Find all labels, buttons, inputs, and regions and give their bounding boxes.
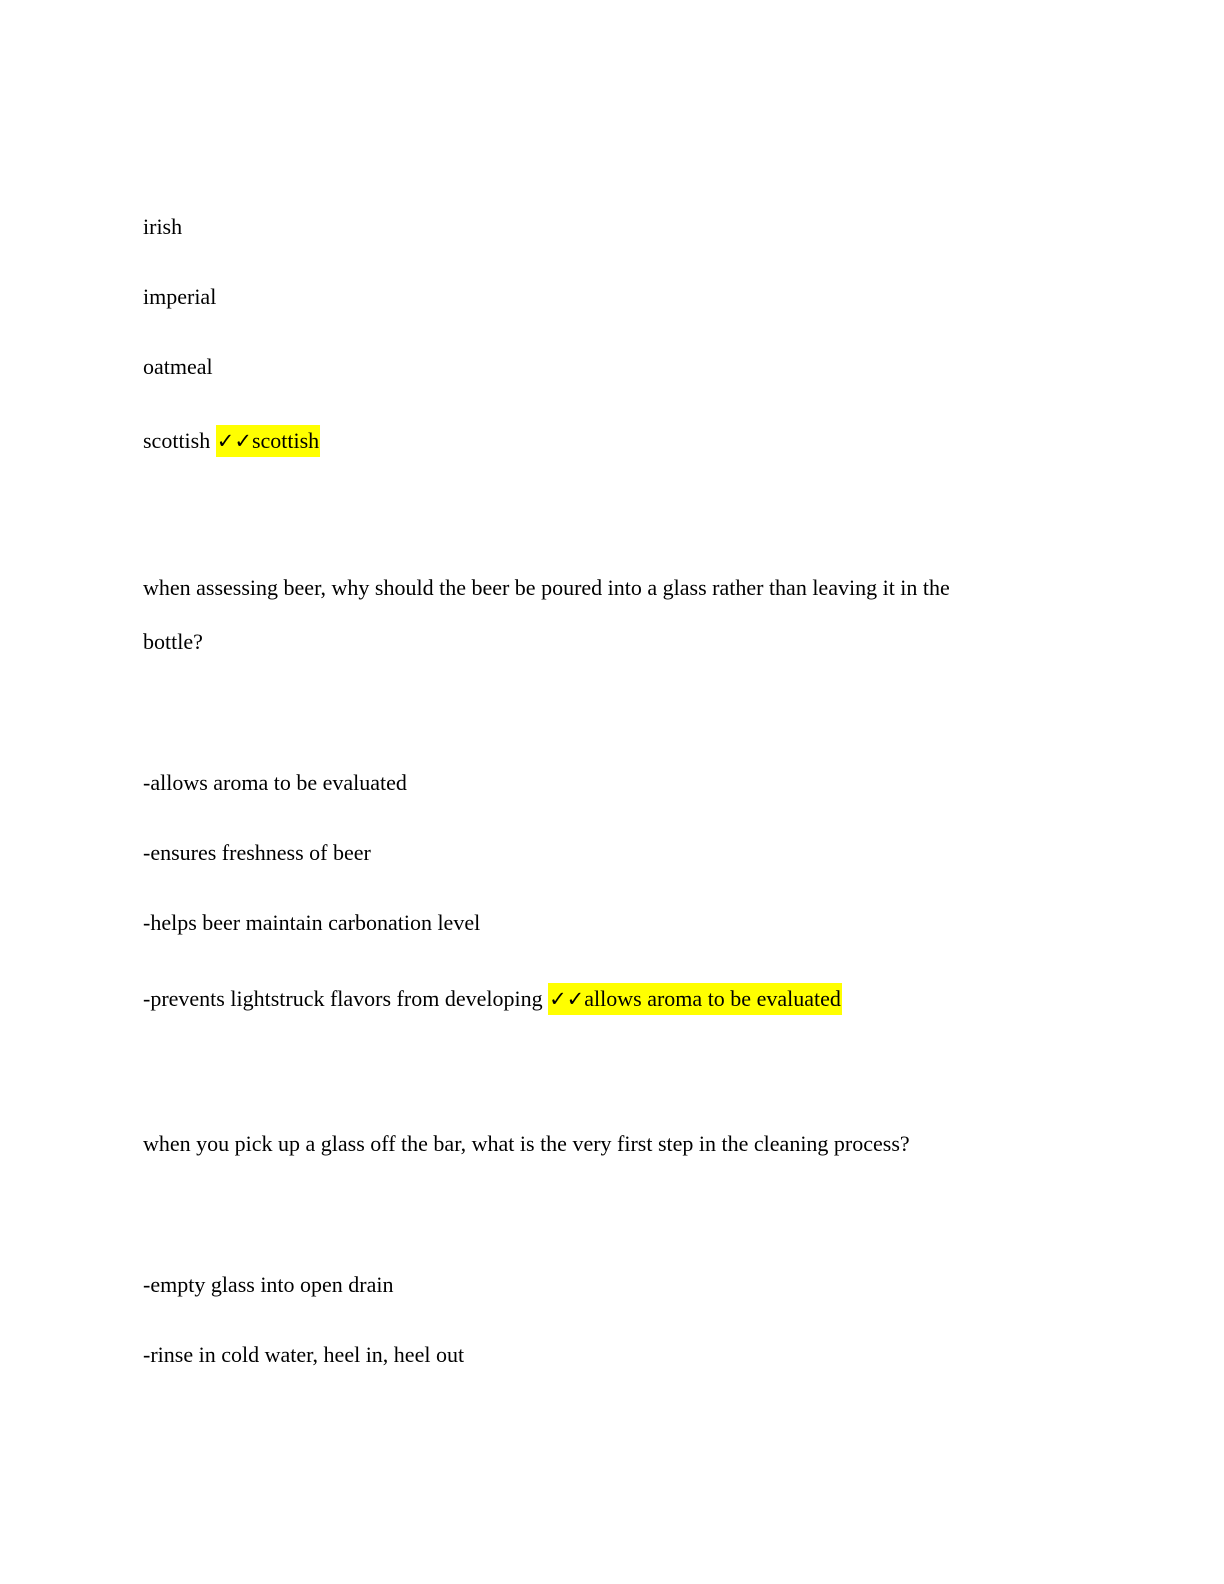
- q1-option-oatmeal: oatmeal: [143, 354, 213, 379]
- q2-question-line1: when assessing beer, why should the beer be poured into a glass rather than leaving it in the: [143, 575, 950, 600]
- double-check-icon: ✓✓: [549, 987, 585, 1011]
- q2-question-line2: bottle?: [143, 629, 203, 654]
- q1-option-scottish-line: [143, 428, 320, 454]
- q1-option-imperial: imperial: [143, 284, 217, 309]
- q2-answer-highlight: [548, 983, 842, 1015]
- q2-answer: allows aroma to be evaluated: [584, 986, 841, 1011]
- q2-option-aroma: -allows aroma to be evaluated: [143, 770, 407, 795]
- q2-option-lightstruck: -prevents lightstruck flavors from developing: [143, 986, 543, 1011]
- q3-option-rinse: -rinse in cold water, heel in, heel out: [143, 1342, 465, 1367]
- q1-option-scottish: scottish: [143, 428, 211, 453]
- double-check-icon: ✓✓: [216, 429, 252, 453]
- q1-answer: scottish: [251, 428, 320, 453]
- q3-question: when you pick up a glass off the bar, what is the very first step in the cleaning process?: [143, 1131, 910, 1156]
- q2-option-lightstruck-line: [143, 986, 842, 1012]
- q1-option-irish: irish: [143, 214, 183, 239]
- q3-option-empty-glass: -empty glass into open drain: [143, 1272, 394, 1297]
- q2-option-freshness: -ensures freshness of beer: [143, 840, 371, 865]
- q2-option-carbonation: -helps beer maintain carbonation level: [143, 910, 481, 935]
- q1-answer-highlight: [216, 425, 320, 457]
